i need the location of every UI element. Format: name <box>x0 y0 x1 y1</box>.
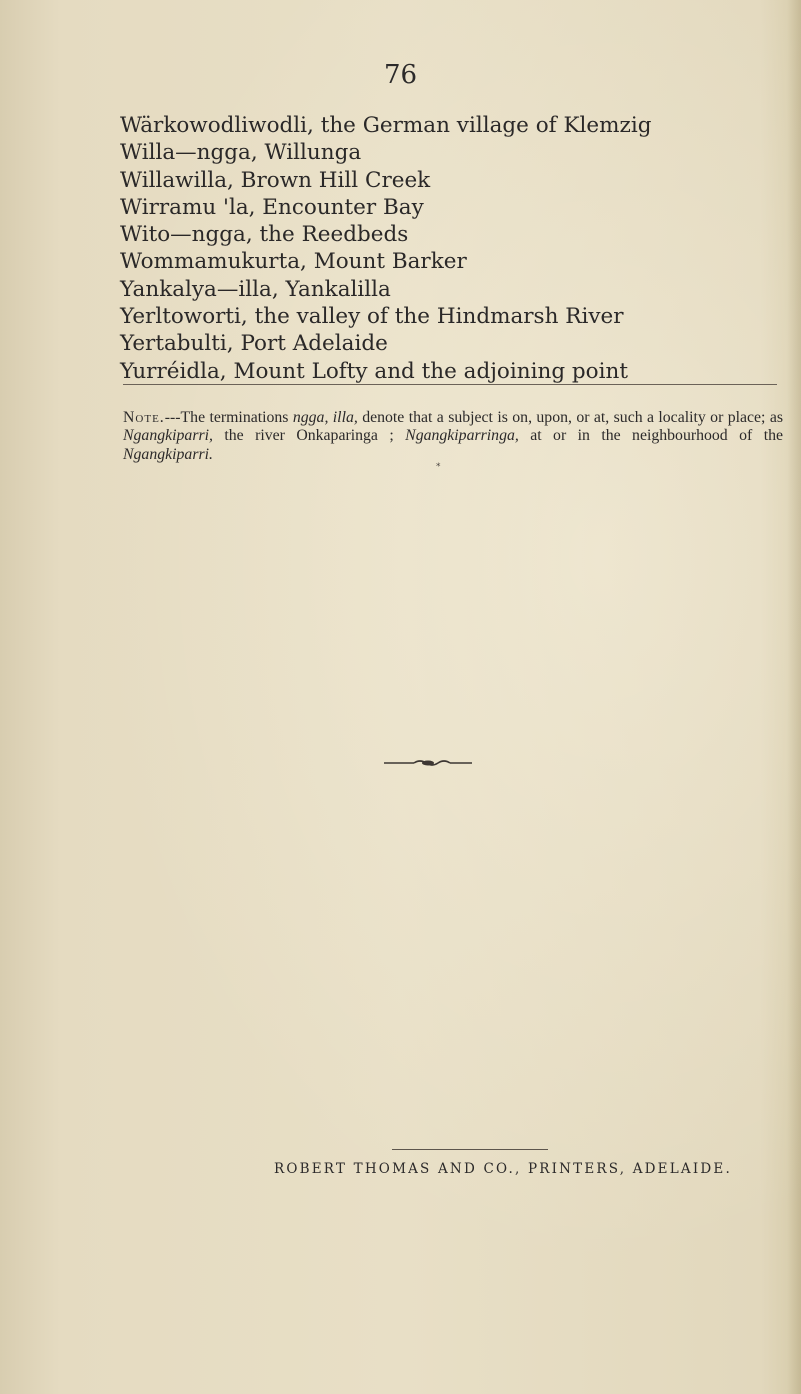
place-entry: Wommamukurta, Mount Barker <box>120 249 467 275</box>
place-entry: Wirramu 'la, Encounter Bay <box>120 194 424 220</box>
note-italic-term: Ngangkiparri. <box>123 445 213 463</box>
note-text: at or in the neighbourhood of the <box>518 427 783 445</box>
printer-ornament-rule <box>384 758 472 768</box>
note-text: the river Onkaparinga ; <box>212 427 406 445</box>
place-entry: Wärkowodliwodli, the German village of Klemzig <box>120 113 652 138</box>
terminations-note <box>123 409 783 464</box>
note-italic-term: Ngangkiparri, <box>123 427 213 445</box>
asterisk-mark: * <box>436 462 441 472</box>
note-italic-term: Ngangkiparringa, <box>405 427 519 445</box>
place-entry: Willa—ngga, Willunga <box>120 140 362 166</box>
place-entry: Yurréidla, Mount Lofty and the adjoining point <box>120 358 628 384</box>
note-text: denote that a subject is on, upon, or at, such a locality or place; as <box>357 409 783 426</box>
place-name-list <box>120 112 780 385</box>
place-entry: Willawilla, Brown Hill Creek <box>120 167 431 193</box>
page-number: 76 <box>383 60 418 90</box>
imprint-divider <box>392 1149 548 1150</box>
page-edge-shadow <box>787 0 801 1394</box>
place-entry: Yankalya—illa, Yankalilla <box>120 276 391 302</box>
place-entry: Yerltoworti, the valley of the Hindmarsh River <box>120 304 624 330</box>
note-italic-term: ngga, illa, <box>292 409 358 426</box>
note-label: Note. <box>123 409 165 426</box>
place-entry: Wito—ngga, the Reedbeds <box>120 222 409 248</box>
printer-imprint: ROBERT THOMAS AND CO., PRINTERS, ADELAIDE. <box>274 1161 732 1177</box>
place-entry: Yertabulti, Port Adelaide <box>120 331 388 357</box>
note-text: ---The terminations <box>164 409 293 426</box>
section-divider <box>123 384 777 385</box>
